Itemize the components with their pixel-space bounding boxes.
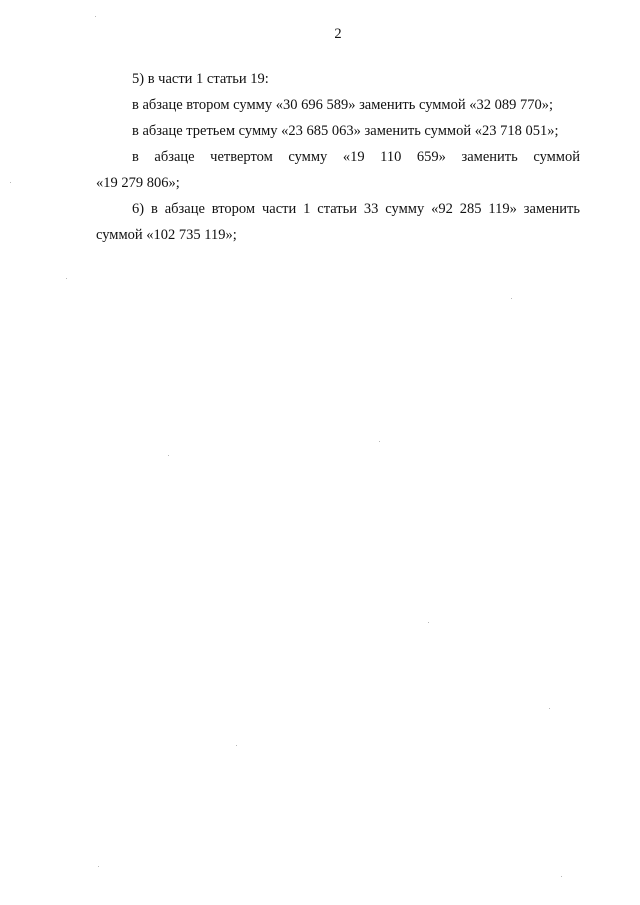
scan-speck (168, 455, 169, 456)
scan-speck (379, 441, 380, 442)
paragraph-abzac-3: в абзаце третьем сумму «23 685 063» заменить суммой «23 718 051»; (132, 123, 559, 139)
scan-speck (561, 876, 562, 877)
paragraph-abzac-4 (96, 144, 580, 196)
paragraph-abzac-4-line-1: в абзаце четвертом сумму «19 110 659» заменить суммой (132, 149, 580, 165)
paragraph-item-6-line-1: 6) в абзаце втором части 1 статьи 33 сумму «92 285 119» заменить (132, 201, 580, 217)
paragraph-item-5: 5) в части 1 статьи 19: (132, 71, 269, 87)
paragraph-item-6-line-2: суммой «102 735 119»; (96, 227, 237, 243)
scan-speck (95, 16, 96, 17)
page-number: 2 (334, 26, 342, 42)
scan-speck (10, 182, 11, 183)
scan-speck (236, 745, 237, 746)
scan-speck (511, 298, 512, 299)
paragraph-abzac-4-line-2: «19 279 806»; (96, 175, 180, 191)
scan-speck (549, 708, 550, 709)
scan-speck (98, 866, 99, 867)
document-body (96, 66, 580, 248)
paragraph-abzac-2: в абзаце втором сумму «30 696 589» заменить суммой «32 089 770»; (132, 97, 554, 113)
scan-speck (428, 622, 429, 623)
scan-speck (66, 278, 67, 279)
paragraph-item-6 (96, 196, 580, 248)
